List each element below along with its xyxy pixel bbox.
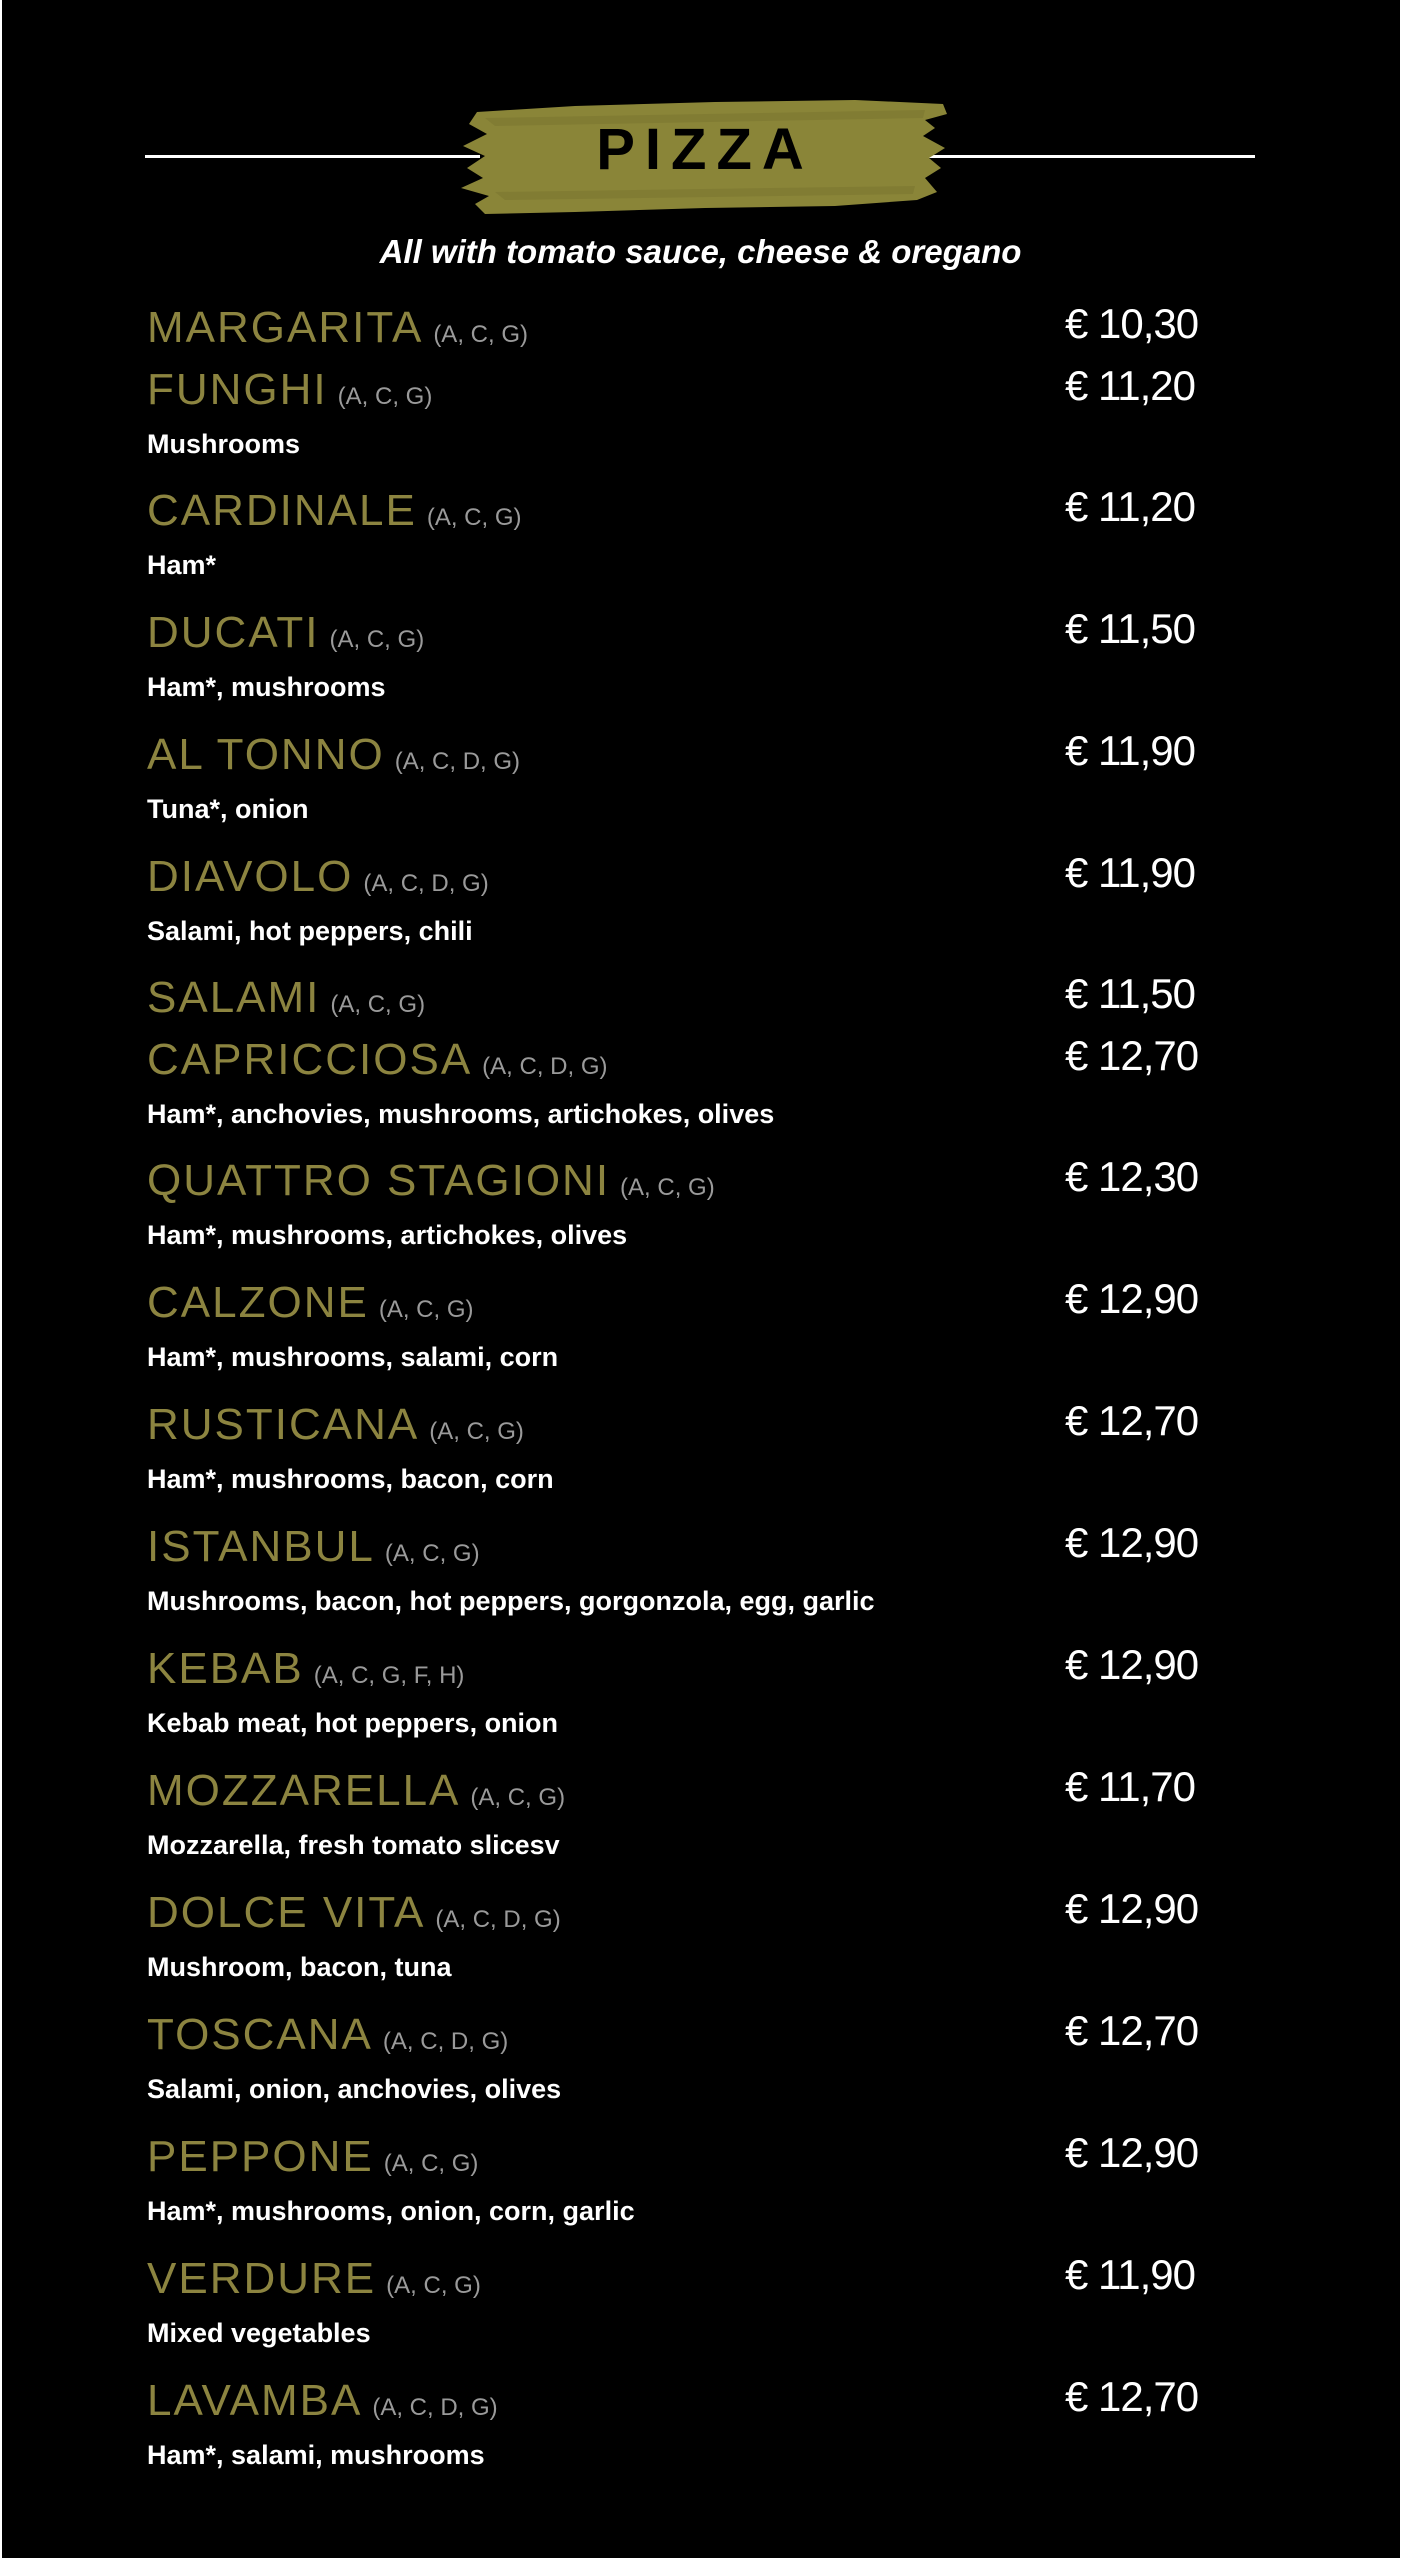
menu-item-name-row [147,2002,508,2062]
menu-item-allergens: (A, C, D, G) [435,1906,561,1933]
menu-item-allergens: (A, C, D, G) [382,2028,509,2055]
menu-item-description: Ham*, mushrooms, bacon, corn [147,1464,554,1494]
menu-item-allergens: (A, C, G) [329,626,425,653]
section-subtitle: All with tomato sauce, cheese & oregano [379,233,1022,270]
menu-item-name-row [147,1392,524,1452]
menu-item-name-row [147,1880,561,1940]
menu-item-allergens: (A, C, G) [426,504,522,531]
menu-item-name: ISTANBUL [147,1522,375,1571]
menu-item-name-row [147,1270,474,1330]
menu-item-name: MOZZARELLA [147,1766,461,1815]
menu-item-price: € 11,50 [1065,970,1196,1017]
menu-item-price: € 11,50 [1065,605,1196,652]
menu-item-name-row [147,478,522,538]
menu-item-name: MARGARITA [147,303,424,352]
menu-item-allergens: (A, C, G) [429,1418,524,1445]
menu-item-description: Tuna*, onion [147,794,309,824]
menu-item-description: Ham* [147,550,217,580]
menu-item-allergens: (A, C, G) [386,2272,481,2299]
menu-item-name: CAPRICCIOSA [147,1035,473,1084]
menu-item-name-row [147,2368,498,2428]
menu-item-price: € 10,30 [1065,300,1199,347]
menu-item-allergens: (A, C, D, G) [482,1053,608,1080]
menu-item-name-row [147,844,489,904]
menu-item-price: € 11,20 [1065,362,1196,409]
menu-item-price: € 11,20 [1065,483,1196,530]
menu-item-price: € 12,90 [1065,1641,1199,1688]
menu-item-name-row [147,1636,464,1696]
menu-item-name: CARDINALE [147,486,417,535]
menu-item-price: € 11,90 [1065,727,1196,774]
menu-item-description: Mushrooms, bacon, hot peppers, gorgonzola, egg, garlic [147,1586,875,1616]
menu-item-allergens: (A, C, G) [620,1174,715,1201]
menu-item-name-row [147,295,528,355]
menu-item-allergens: (A, C, G) [383,2150,479,2177]
menu-item-allergens: (A, C, G) [470,1784,566,1811]
menu-item-description: Mozzarella, fresh tomato slicesv [147,1830,560,1860]
menu-item-description: Ham*, mushrooms, artichokes, olives [147,1220,628,1250]
menu-item-name: RUSTICANA [147,1400,420,1449]
menu-item-name-row [147,1027,608,1087]
menu-item-allergens: (A, C, D, G) [372,2394,498,2421]
menu-item-price: € 12,70 [1065,2373,1199,2420]
menu-item-name: FUNGHI [147,365,328,414]
menu-item-description: Mushroom, bacon, tuna [147,1952,452,1982]
menu-item-price: € 12,30 [1065,1153,1199,1200]
menu-item-name: CALZONE [147,1278,369,1327]
menu-item-name: AL TONNO [147,730,385,779]
menu-item-price: € 12,90 [1065,2129,1199,2176]
menu-item-name: QUATTRO STAGIONI [147,1156,611,1205]
menu-item-price: € 12,70 [1065,2007,1199,2054]
menu-item-allergens: (A, C, G) [433,321,528,348]
menu-item-description: Salami, hot peppers, chili [147,916,473,946]
menu-item-price: € 12,90 [1065,1275,1199,1322]
menu-item-allergens: (A, C, G) [337,383,433,410]
menu-item-name: VERDURE [147,2254,377,2303]
menu-item-name-row [147,1148,715,1208]
menu-item-name-row [147,722,520,782]
menu-item-description: Ham*, mushrooms [147,672,386,702]
menu-item-description: Mixed vegetables [147,2318,371,2348]
header-rule-right [925,155,1255,158]
menu-item-allergens: (A, C, G) [384,1540,480,1567]
menu-item-name: DOLCE VITA [147,1888,426,1937]
menu-item-description: Ham*, salami, mushrooms [147,2440,485,2470]
menu-item-price: € 11,90 [1065,2251,1196,2298]
menu-item-name: LAVAMBA [147,2376,363,2425]
menu-item-name: KEBAB [147,1644,304,1693]
menu-item-price: € 12,90 [1065,1885,1199,1932]
menu-item-allergens: (A, C, D, G) [363,870,489,897]
menu-item-price: € 12,70 [1065,1397,1199,1444]
menu-item-name-row [147,357,432,417]
menu-item-allergens: (A, C, G) [330,991,426,1018]
menu-item-name-row [147,2124,478,2184]
menu-item-allergens: (A, C, G) [378,1296,474,1323]
section-title: PIZZA [596,117,814,182]
menu-item-description: Kebab meat, hot peppers, onion [147,1708,559,1738]
menu-item-description: Ham*, anchovies, mushrooms, artichokes, olives [147,1099,775,1129]
menu-item-price: € 11,90 [1065,849,1196,896]
menu-item-name: TOSCANA [147,2010,373,2059]
menu-item-allergens: (A, C, G, F, H) [313,1662,465,1689]
menu-item-price: € 12,70 [1065,1032,1199,1079]
menu-item-name: DUCATI [147,608,320,657]
header-rule-left [145,155,480,158]
menu-item-description: Ham*, mushrooms, salami, corn [147,1342,559,1372]
menu-item-name-row [147,2246,481,2306]
menu-item-description: Mushrooms [147,429,301,459]
menu-item-name: DIAVOLO [147,852,354,901]
menu-item-price: € 11,70 [1065,1763,1196,1810]
menu-item-name: PEPPONE [147,2132,374,2181]
menu-item-description: Ham*, mushrooms, onion, corn, garlic [147,2196,635,2226]
menu-item-price: € 12,90 [1065,1519,1199,1566]
menu-item-allergens: (A, C, D, G) [394,748,521,775]
menu-item-name-row [147,600,424,660]
menu-item-name: SALAMI [147,973,321,1022]
menu-item-description: Salami, onion, anchovies, olives [147,2074,562,2104]
menu-item-name-row [147,1514,480,1574]
menu-item-name-row [147,1758,565,1818]
menu-item-name-row [147,965,425,1025]
